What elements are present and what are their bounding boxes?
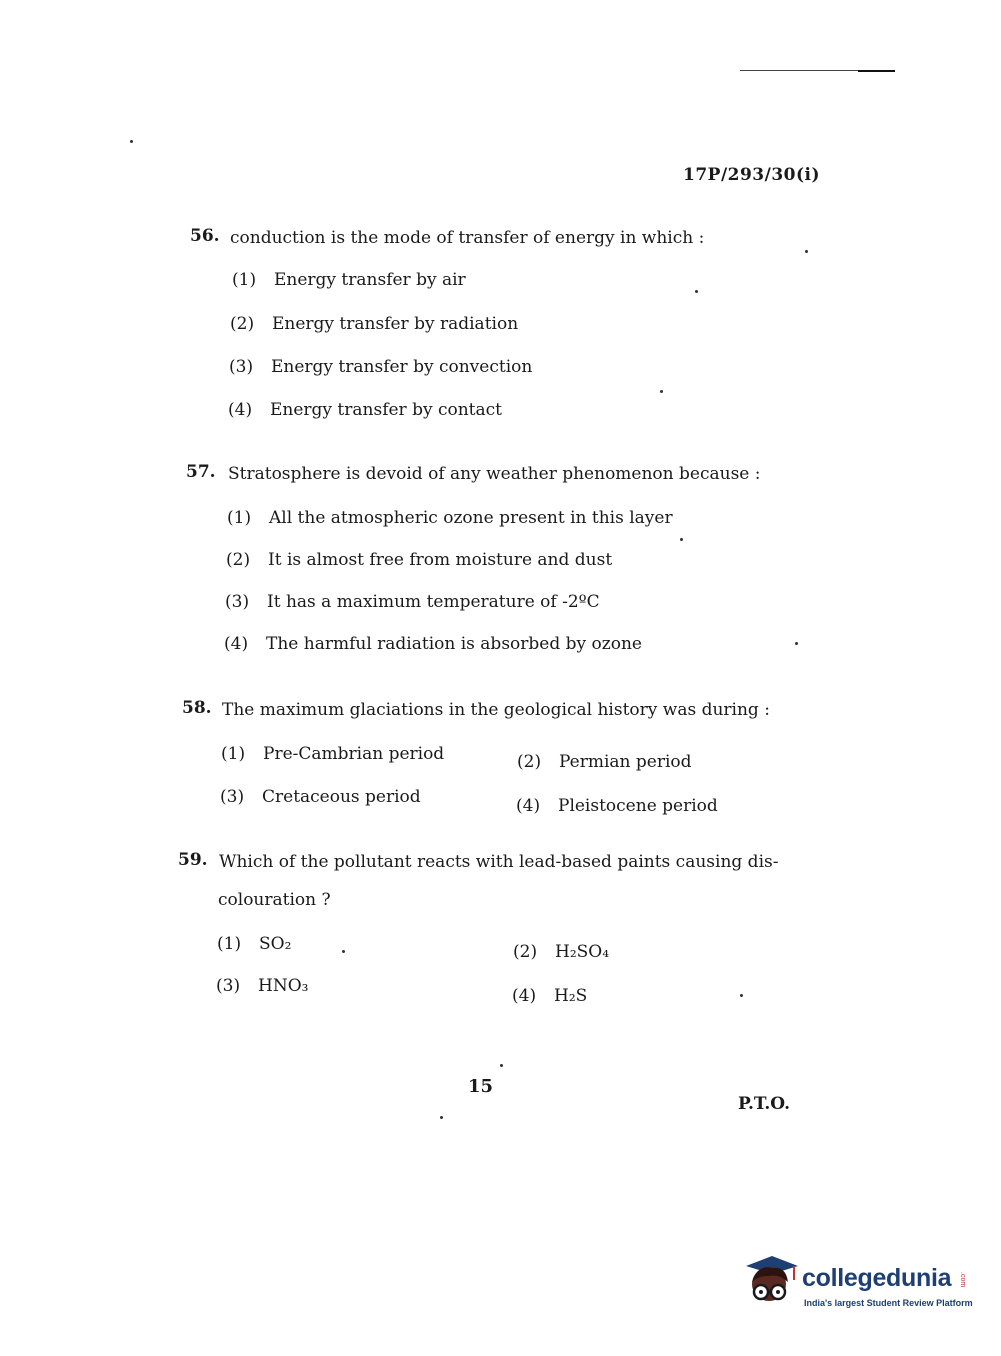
logo-wordmark: collegedunia — [802, 1264, 952, 1292]
scan-speck — [130, 140, 133, 143]
question-text: conduction is the mode of transfer of energy in which : — [230, 228, 705, 248]
option-number: (3) — [225, 592, 250, 612]
option-number: (3) — [220, 787, 245, 807]
question-number: 59. — [178, 850, 208, 870]
scan-speck — [660, 390, 663, 393]
option-number: (2) — [513, 942, 538, 962]
question-number: 57. — [186, 462, 216, 482]
scan-speck — [342, 950, 345, 953]
logo-domain-suffix: .com — [959, 1272, 966, 1288]
option — [512, 986, 587, 1006]
option — [217, 934, 291, 954]
option-number: (3) — [229, 357, 254, 377]
option-text: All the atmospheric ozone present in this layer — [269, 508, 673, 528]
option — [227, 508, 673, 528]
pto-label: P.T.O. — [738, 1094, 790, 1114]
option-text: It is almost free from moisture and dust — [268, 550, 613, 570]
option-number: (4) — [224, 634, 249, 654]
scan-speck — [440, 1116, 443, 1119]
option-number: (1) — [227, 508, 252, 528]
option — [232, 270, 466, 290]
scan-speck — [795, 642, 798, 645]
option — [220, 787, 421, 807]
scan-speck — [695, 290, 698, 293]
option-text: Pleistocene period — [558, 796, 718, 816]
option — [216, 976, 308, 996]
option-number: (3) — [216, 976, 241, 996]
option-text: It has a maximum temperature of -2ºC — [267, 592, 600, 612]
option — [517, 752, 692, 772]
option-text: Pre-Cambrian period — [263, 744, 445, 764]
question-number: 58. — [182, 698, 212, 718]
paper-code: 17P/293/30(i) — [683, 165, 821, 185]
scan-speck — [740, 994, 743, 997]
question-text: Which of the pollutant reacts with lead-based paints causing dis- — [219, 852, 779, 872]
mascot-icon — [742, 1252, 800, 1312]
option-number: (4) — [512, 986, 537, 1006]
option-text: Permian period — [559, 752, 692, 772]
scan-speck — [500, 1064, 503, 1067]
option-text: H₂S — [554, 986, 588, 1006]
scan-speck — [805, 250, 808, 253]
option-text: HNO₃ — [258, 976, 309, 996]
option-text: Cretaceous period — [262, 787, 421, 807]
scan-speck — [680, 538, 683, 541]
page-number: 15 — [468, 1076, 494, 1097]
question-text: The maximum glaciations in the geological history was during : — [222, 700, 770, 720]
option — [226, 550, 612, 570]
option-text: Energy transfer by contact — [270, 400, 502, 420]
option-text: Energy transfer by radiation — [272, 314, 519, 334]
option-text: Energy transfer by air — [274, 270, 466, 290]
question-number: 56. — [190, 226, 220, 246]
option-text: H₂SO₄ — [555, 942, 610, 962]
option-number: (1) — [232, 270, 257, 290]
option-text: SO₂ — [259, 934, 292, 954]
option — [516, 796, 718, 816]
collegedunia-logo — [742, 1250, 972, 1320]
question-text-continued: colouration ? — [218, 890, 331, 910]
option — [225, 592, 600, 612]
option-text: Energy transfer by convection — [271, 357, 533, 377]
header-rule-mark — [858, 70, 895, 72]
option-number: (4) — [228, 400, 253, 420]
option — [230, 314, 518, 334]
option — [228, 400, 502, 420]
option-text: The harmful radiation is absorbed by ozone — [266, 634, 642, 654]
option-number: (2) — [517, 752, 542, 772]
question-text: Stratosphere is devoid of any weather phenomenon because : — [228, 464, 761, 484]
option-number: (1) — [217, 934, 242, 954]
option — [229, 357, 532, 377]
logo-tagline: India's largest Student Review Platform — [804, 1298, 973, 1308]
option-number: (4) — [516, 796, 541, 816]
option — [513, 942, 609, 962]
option — [221, 744, 444, 764]
option-number: (2) — [230, 314, 255, 334]
option-number: (1) — [221, 744, 246, 764]
option — [224, 634, 642, 654]
option-number: (2) — [226, 550, 251, 570]
